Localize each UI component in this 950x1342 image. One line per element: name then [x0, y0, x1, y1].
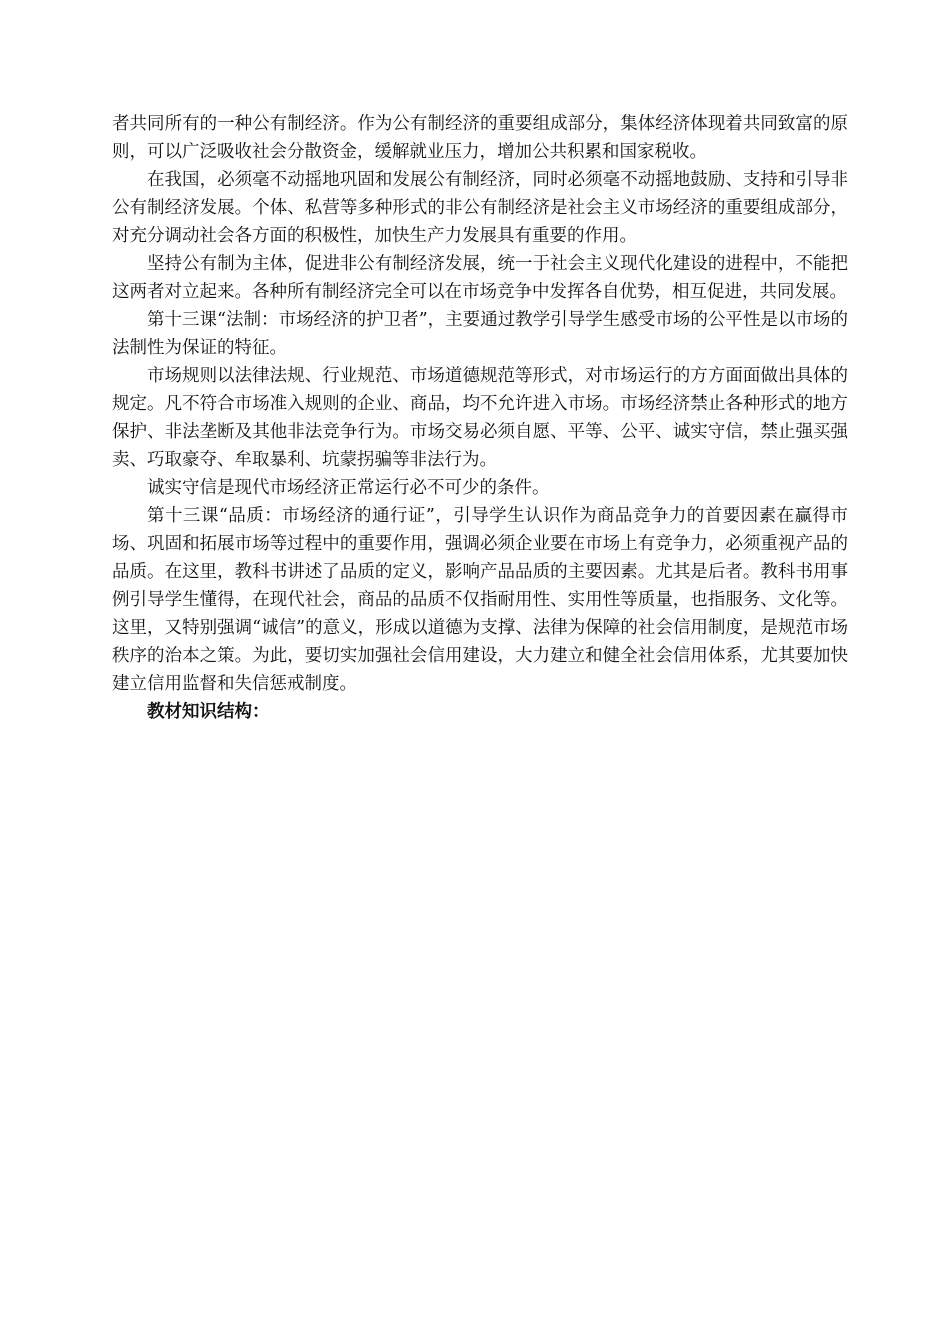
paragraph-1: 者共同所有的一种公有制经济。作为公有制经济的重要组成部分，集体经济体现着共同致富的原则，可以广泛吸收社会分散资金，缓解就业压力，增加公共积累和国家税收。 — [112, 114, 848, 162]
section-heading: 教材知识结构： — [147, 702, 270, 722]
paragraph-4: 第十三课“法制：市场经济的护卫者”，主要通过教学引导学生感受市场的公平性是以市场的法制性为保证的特征。 — [112, 310, 848, 358]
document-body — [112, 110, 848, 726]
paragraph-7: 第十三课“品质：市场经济的通行证”，引导学生认识作为商品竞争力的首要因素在赢得市场、巩固和拓展市场等过程中的重要作用，强调必须企业要在市场上有竞争力，必须重视产品的品质。在这里，教科书讲述了品质的定义，影响产品品质的主要因素。尤其是后者。教科书用事例引导学生懂得，在现代社会，商品的品质不仅指耐用性、实用性等质量，也指服务、文化等。这里，又特别强调“诚信”的意义，形成以道德为支撑、法律为保障的社会信用制度，是规范市场秩序的治本之策。为此，要切实加强社会信用建设，大力建立和健全社会信用体系，尤其要加快建立信用监督和失信惩戒制度。 — [112, 506, 848, 694]
paragraph-5: 市场规则以法律法规、行业规范、市场道德规范等形式，对市场运行的方方面面做出具体的规定。凡不符合市场准入规则的企业、商品，均不允许进入市场。市场经济禁止各种形式的地方保护、非法垄断及其他非法竞争行为。市场交易必须自愿、平等、公平、诚实守信，禁止强买强卖、巧取豪夺、牟取暴利、坑蒙拐骗等非法行为。 — [112, 366, 848, 470]
paragraph-6: 诚实守信是现代市场经济正常运行必不可少的条件。 — [147, 478, 550, 498]
paragraph-2: 在我国，必须毫不动摇地巩固和发展公有制经济，同时必须毫不动摇地鼓励、支持和引导非公有制经济发展。个体、私营等多种形式的非公有制经济是社会主义市场经济的重要组成部分，对充分调动社会各方面的积极性，加快生产力发展具有重要的作用。 — [112, 170, 848, 246]
paragraph-3: 坚持公有制为主体，促进非公有制经济发展，统一于社会主义现代化建设的进程中，不能把这两者对立起来。各种所有制经济完全可以在市场竞争中发挥各自优势，相互促进，共同发展。 — [112, 254, 848, 302]
